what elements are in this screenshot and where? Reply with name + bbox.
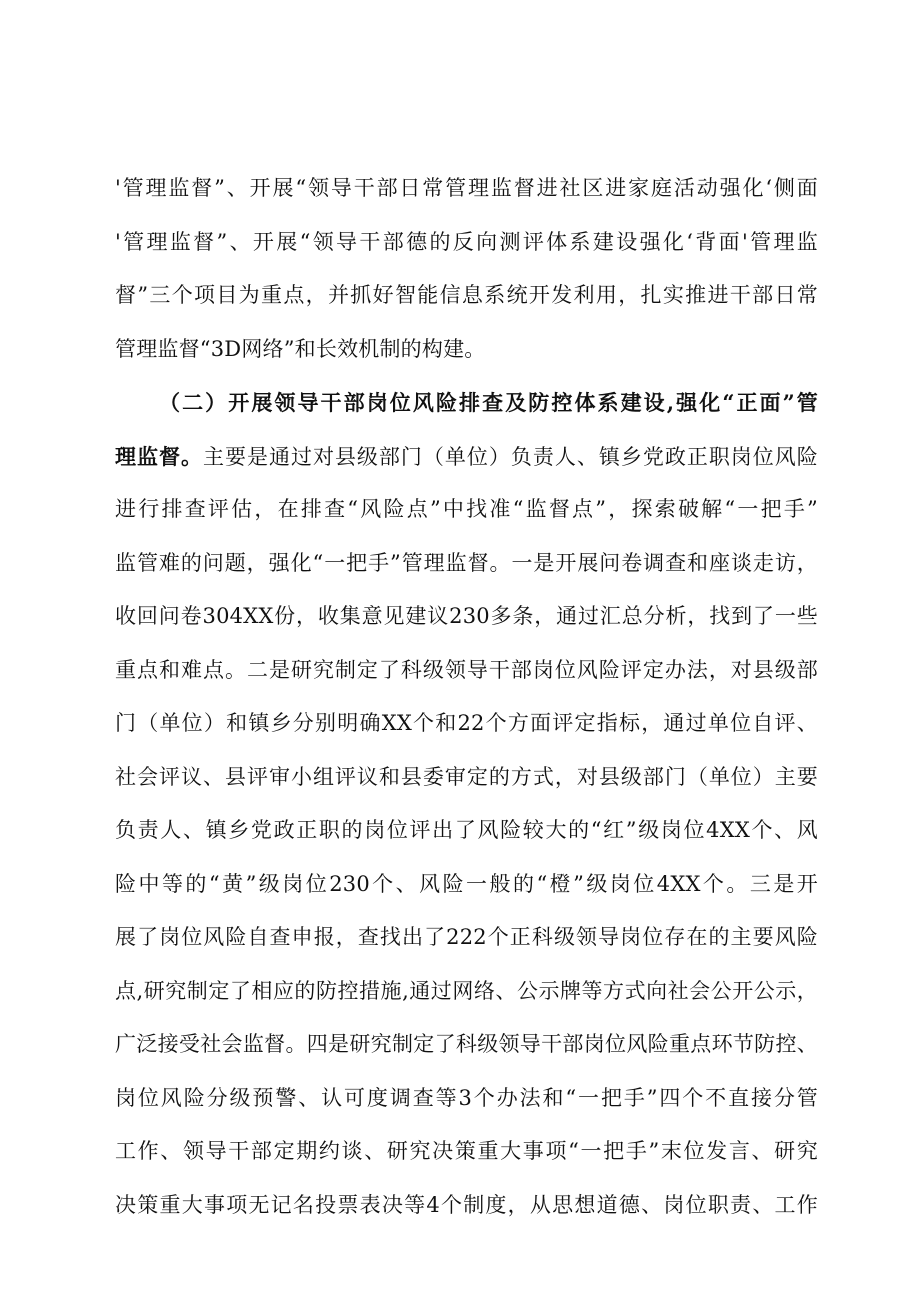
text-line: 进行排查评估，在排查“风险点”中找准“监督点”，探索破解“一把手” xyxy=(115,497,818,521)
text-line: 社会评议、县评审小组评议和县委审定的方式，对县级部门（单位）主要 xyxy=(115,764,818,789)
text-line: 岗位风险分级预警、认可度调查等3个办法和“一把手”四个不直接分管 xyxy=(115,1085,818,1110)
text-line: 广泛接受社会监督。四是研究制定了科级领导干部岗位风险重点环节防控、 xyxy=(115,1032,818,1056)
text-line: 收回问卷304XX份，收集意见建议230多条，通过汇总分析，找到了一些 xyxy=(115,604,818,628)
text-line: 门（单位）和镇乡分别明确XX个和22个方面评定指标，通过单位自评、 xyxy=(115,711,818,735)
text-line: '管理监督”、开展“领导干部德的反向测评体系建设强化‘背面'管理监 xyxy=(115,229,818,254)
text-line: 监管难的问题，强化“一把手”管理监督。一是开展问卷调查和座谈走访， xyxy=(115,550,818,575)
text-line: 展了岗位风险自查申报，查找出了222个正科级领导岗位存在的主要风险 xyxy=(115,925,818,949)
text-line-mixed xyxy=(115,430,818,484)
text-line: 点,研究制定了相应的防控措施,通过网络、公示牌等方式向社会公开公示， xyxy=(115,978,818,1003)
text-line: 险中等的“黄”级岗位230个、风险一般的“橙”级岗位4XX个。三是开 xyxy=(115,871,818,896)
text-line: 管理监督“3D网络”和长效机制的构建。 xyxy=(115,336,486,361)
body-text xyxy=(115,162,818,1232)
text-line: 督”三个项目为重点，并抓好智能信息系统开发利用，扎实推进干部日常 xyxy=(115,283,818,307)
text-line: 工作、领导干部定期约谈、研究决策重大事项“一把手”末位发言、研究 xyxy=(115,1139,818,1163)
paragraph-start: 主要是通过对县级部门（单位）负责人、镇乡党政正职岗位风险 xyxy=(202,444,818,469)
section-heading-line: （二）开展领导干部岗位风险排查及防控体系建设,强化“正面”管 xyxy=(159,390,818,415)
text-line: 决策重大事项无记名投票表决等4个制度，从思想道德、岗位职责、工作 xyxy=(115,1192,818,1217)
text-line: '管理监督”、开展“领导干部日常管理监督进社区进家庭活动强化‘侧面 xyxy=(115,176,818,200)
text-line: 负责人、镇乡党政正职的岗位评出了风险较大的“红”级岗位4XX个、风 xyxy=(115,818,818,842)
section-heading-tail: 理监督。 xyxy=(115,443,203,469)
text-line: 重点和难点。二是研究制定了科级领导干部岗位风险评定办法，对县级部 xyxy=(115,657,818,682)
